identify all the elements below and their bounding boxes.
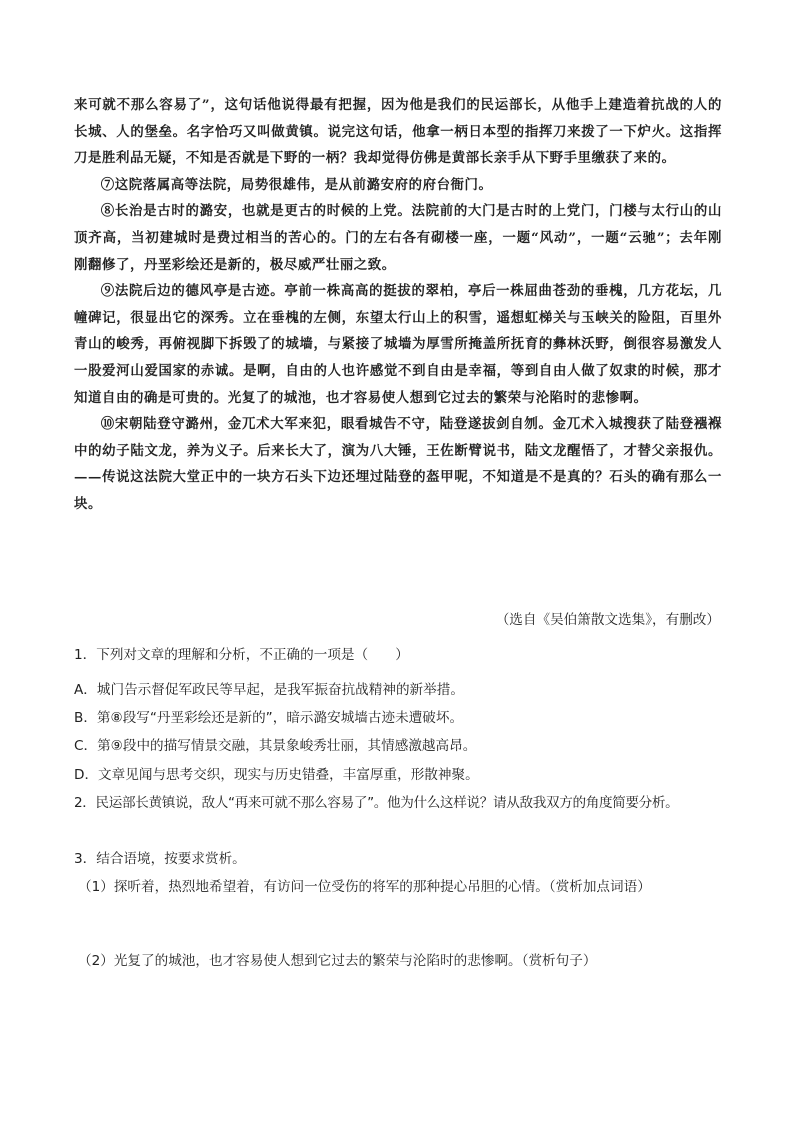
source-note: （选自《吴伯箫散文选集》，有删改）: [495, 612, 720, 628]
question-2-stem: 2．民运部长黄镇说，敌人“再来可就不那么容易了”。他为什么这样说？请从敌我双方的角度简要分析。: [74, 795, 679, 811]
reading-passage: [74, 92, 722, 518]
question-1-option-a: A．城门告示督促军政民等早起，是我军振奋抗战精神的新举措。: [74, 682, 464, 698]
question-1-option-c: C．第⑨段中的描写情景交融，其景象峻秀壮丽，其情感激越高昂。: [74, 738, 477, 754]
question-3-sub-1: （1）探听着，热烈地希望着，有访问一位受伤的将军的那种提心吊胆的心情。（赏析加点词语）: [78, 879, 651, 895]
passage-paragraph-10: ⑩宋朝陆登守潞州，金兀术大军来犯，眼看城告不守，陆登遂拔剑自刎。金兀术入城搜获了陆登襁褓中的幼子陆文龙，养为义子。后来长大了，演为八大锤，王佐断臂说书，陆文龙醒悟了，才替父亲报仇。——传说这法院大堂正中的一块方石头下边还埋过陆登的盔甲呢，不知道是不是真的？石头的确有那么一块。: [74, 416, 722, 512]
question-1-option-b: B．第⑧段写“丹垩彩绘还是新的”，暗示潞安城墙古迹未遭破坏。: [74, 710, 464, 726]
question-3-sub-2: （2）光复了的城池，也才容易使人想到它过去的繁荣与沦陷时的悲惨啊。（赏析句子）: [78, 953, 597, 969]
question-1-stem: 1．下列对文章的理解和分析，不正确的一项是（ ）: [74, 647, 409, 663]
passage-paragraph-9: ⑨法院后边的德风亭是古迹。亭前一株高高的挺拔的翠柏，亭后一株屈曲苍劲的垂槐，几方花坛，几幢碑记，很显出它的深秀。立在垂槐的左侧，东望太行山上的积雪，遥想虹梯关与玉峡关的险阻，百里外青山的峻秀，再俯视脚下拆毁了的城墙，与紧接了城墙为厚雪所掩盖所抚育的彝林沃野，倒很容易激发人一股爱河山爱国家的赤诚。是啊，自由的人也许感觉不到自由是幸福，等到自由人做了奴隶的时候，那才知道自由的确是可贵的。光复了的城池，也才容易使人想到它过去的繁荣与沦陷时的悲惨啊。: [74, 283, 722, 406]
passage-paragraph-7: ⑦这院落属高等法院，局势很雄伟，是从前潞安府的府台衙门。: [100, 176, 493, 193]
passage-paragraph-8: ⑧长治是古时的潞安，也就是更古的时候的上党。法院前的大门是古时的上党门，门楼与太行山的山顶齐高，当初建城时是费过相当的苦心的。门的左右各有砌楼一座，一题“风动”，一题“云驰”；去年刚刚翻修了，丹垩彩绘还是新的，极尽威严壮丽之致。: [74, 203, 722, 273]
question-1-option-d: D．文章见闻与思考交织，现实与历史错叠，丰富厚重，形散神聚。: [74, 767, 479, 783]
question-3-stem: 3．结合语境，按要求赏析。: [74, 851, 246, 867]
passage-paragraph-continued: 来可就不那么容易了”，这句话他说得最有把握，因为他是我们的民运部长，从他手上建造着抗战的人的长城、人的堡垒。名字恰巧又叫做黄镇。说完这句话，他拿一柄日本型的指挥刀来拨了一下炉火。这指挥刀是胜利品无疑，不知是否就是下野的一柄？我却觉得仿佛是黄部长亲手从下野手里缴获了来的。: [74, 97, 722, 167]
